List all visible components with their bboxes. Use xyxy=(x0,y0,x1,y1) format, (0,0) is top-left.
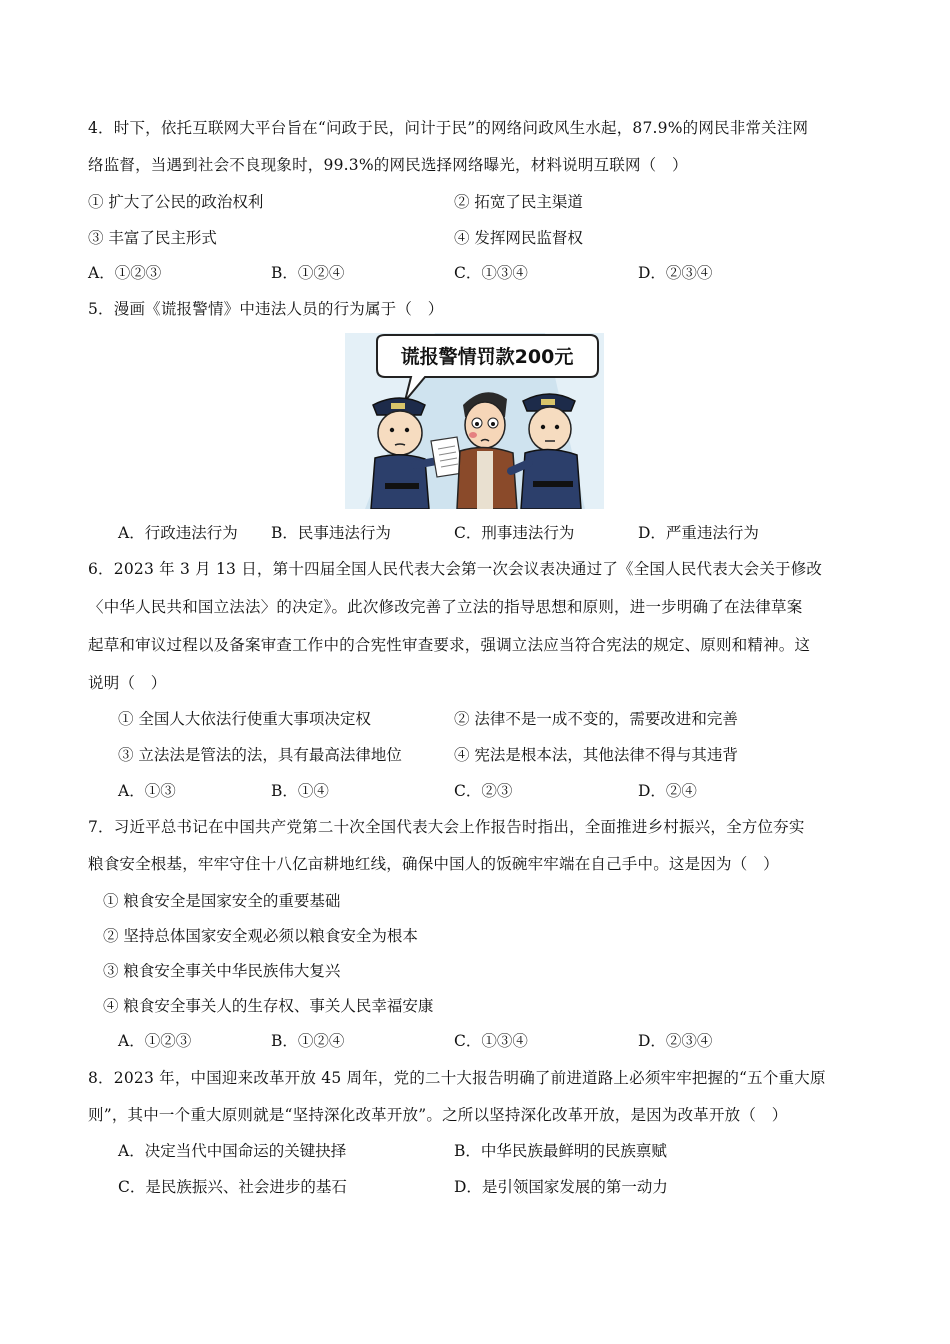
q4-choice-b: B．①②④ xyxy=(271,264,345,282)
q7-choice-c: C．①③④ xyxy=(454,1032,528,1050)
q7-stem-line2: 粮食安全根基，牢牢守住十八亿亩耕地红线，确保中国人的饭碗牢牢端在自己手中。这是因为（ ） xyxy=(88,855,779,873)
q7-item-4: ④ 粮食安全事关人的生存权、事关人民幸福安康 xyxy=(103,997,434,1015)
q6-item-2: ② 法律不是一成不变的，需要改进和完善 xyxy=(454,710,738,728)
q6-stem-line3: 起草和审议过程以及备案审查工作中的合宪性审查要求，强调立法应当符合宪法的规定、原则和精神。这 xyxy=(88,636,811,654)
q7-item-2: ② 坚持总体国家安全观必须以粮食安全为根本 xyxy=(103,927,418,945)
q6-stem-line4: 说明（ ） xyxy=(88,674,167,692)
q7-choice-d: D．②③④ xyxy=(638,1032,713,1050)
q4-choice-d: D．②③④ xyxy=(638,264,713,282)
q6-item-1: ① 全国人大依法行使重大事项决定权 xyxy=(118,710,371,728)
q8-choice-d: D．是引领国家发展的第一动力 xyxy=(454,1178,668,1196)
q4-item-3: ③ 丰富了民主形式 xyxy=(88,229,217,247)
q4-stem-line2: 络监督，当遇到社会不良现象时，99.3%的网民选择网络曝光，材料说明互联网（ ） xyxy=(88,156,688,174)
q4-stem-line1: 4．时下，依托互联网大平台旨在“问政于民，问计于民”的网络问政风生水起，87.9%的网民非常关注网 xyxy=(88,119,809,137)
q8-choice-b: B．中华民族最鲜明的民族禀赋 xyxy=(454,1142,667,1160)
fine-notice-paper xyxy=(431,437,463,477)
q8-choice-a: A．决定当代中国命运的关键抉择 xyxy=(118,1142,347,1160)
q4-item-1: ① 扩大了公民的政治权利 xyxy=(88,193,264,211)
q6-stem-line2: 〈中华人民共和国立法法〉的决定》。此次修改完善了立法的指导思想和原则，进一步明确了在法律草案 xyxy=(88,598,803,616)
q7-choice-b: B．①②④ xyxy=(271,1032,345,1050)
q6-choice-b: B．①④ xyxy=(271,782,329,800)
q7-choice-a: A．①②③ xyxy=(118,1032,192,1050)
q5-choice-c: C．刑事违法行为 xyxy=(454,524,575,542)
q5-choice-d: D．严重违法行为 xyxy=(638,524,759,542)
q5-choice-b: B．民事违法行为 xyxy=(271,524,391,542)
q6-stem-line1: 6．2023 年 3 月 13 日，第十四届全国人民代表大会第一次会议表决通过了《全国人民代表大会关于修改 xyxy=(88,560,823,578)
q7-stem-line1: 7．习近平总书记在中国共产党第二十次全国代表大会上作报告时指出，全面推进乡村振兴，全方位夯实 xyxy=(88,818,805,836)
comic-caption: 谎报警情罚款200元 xyxy=(400,346,574,368)
q7-item-1: ① 粮食安全是国家安全的重要基础 xyxy=(103,892,341,910)
q5-stem: 5．漫画《谎报警情》中违法人员的行为属于（ ） xyxy=(88,300,444,318)
q4-choice-c: C．①③④ xyxy=(454,264,528,282)
policeman-right xyxy=(511,394,581,509)
q8-stem-line1: 8．2023 年，中国迎来改革开放 45 周年，党的二十大报告明确了前进道路上必须牢牢把握的“五个重大原 xyxy=(88,1069,826,1087)
q8-stem-line2: 则”，其中一个重大原则就是“坚持深化改革开放”。之所以坚持深化改革开放，是因为改革开放（ ） xyxy=(88,1106,788,1124)
q6-choice-c: C．②③ xyxy=(454,782,513,800)
comic-image xyxy=(345,333,604,509)
q8-choice-c: C．是民族振兴、社会进步的基石 xyxy=(118,1178,347,1196)
q5-choice-a: A．行政违法行为 xyxy=(118,524,238,542)
q6-choice-d: D．②④ xyxy=(638,782,697,800)
q4-item-2: ② 拓宽了民主渠道 xyxy=(454,193,583,211)
q4-item-4: ④ 发挥网民监督权 xyxy=(454,229,583,247)
offender-figure xyxy=(457,392,517,509)
q6-item-3: ③ 立法法是管法的法，具有最高法律地位 xyxy=(118,746,402,764)
q4-choice-a: A．①②③ xyxy=(88,264,162,282)
q6-item-4: ④ 宪法是根本法，其他法律不得与其违背 xyxy=(454,746,738,764)
q7-item-3: ③ 粮食安全事关中华民族伟大复兴 xyxy=(103,962,341,980)
q6-choice-a: A．①③ xyxy=(118,782,176,800)
